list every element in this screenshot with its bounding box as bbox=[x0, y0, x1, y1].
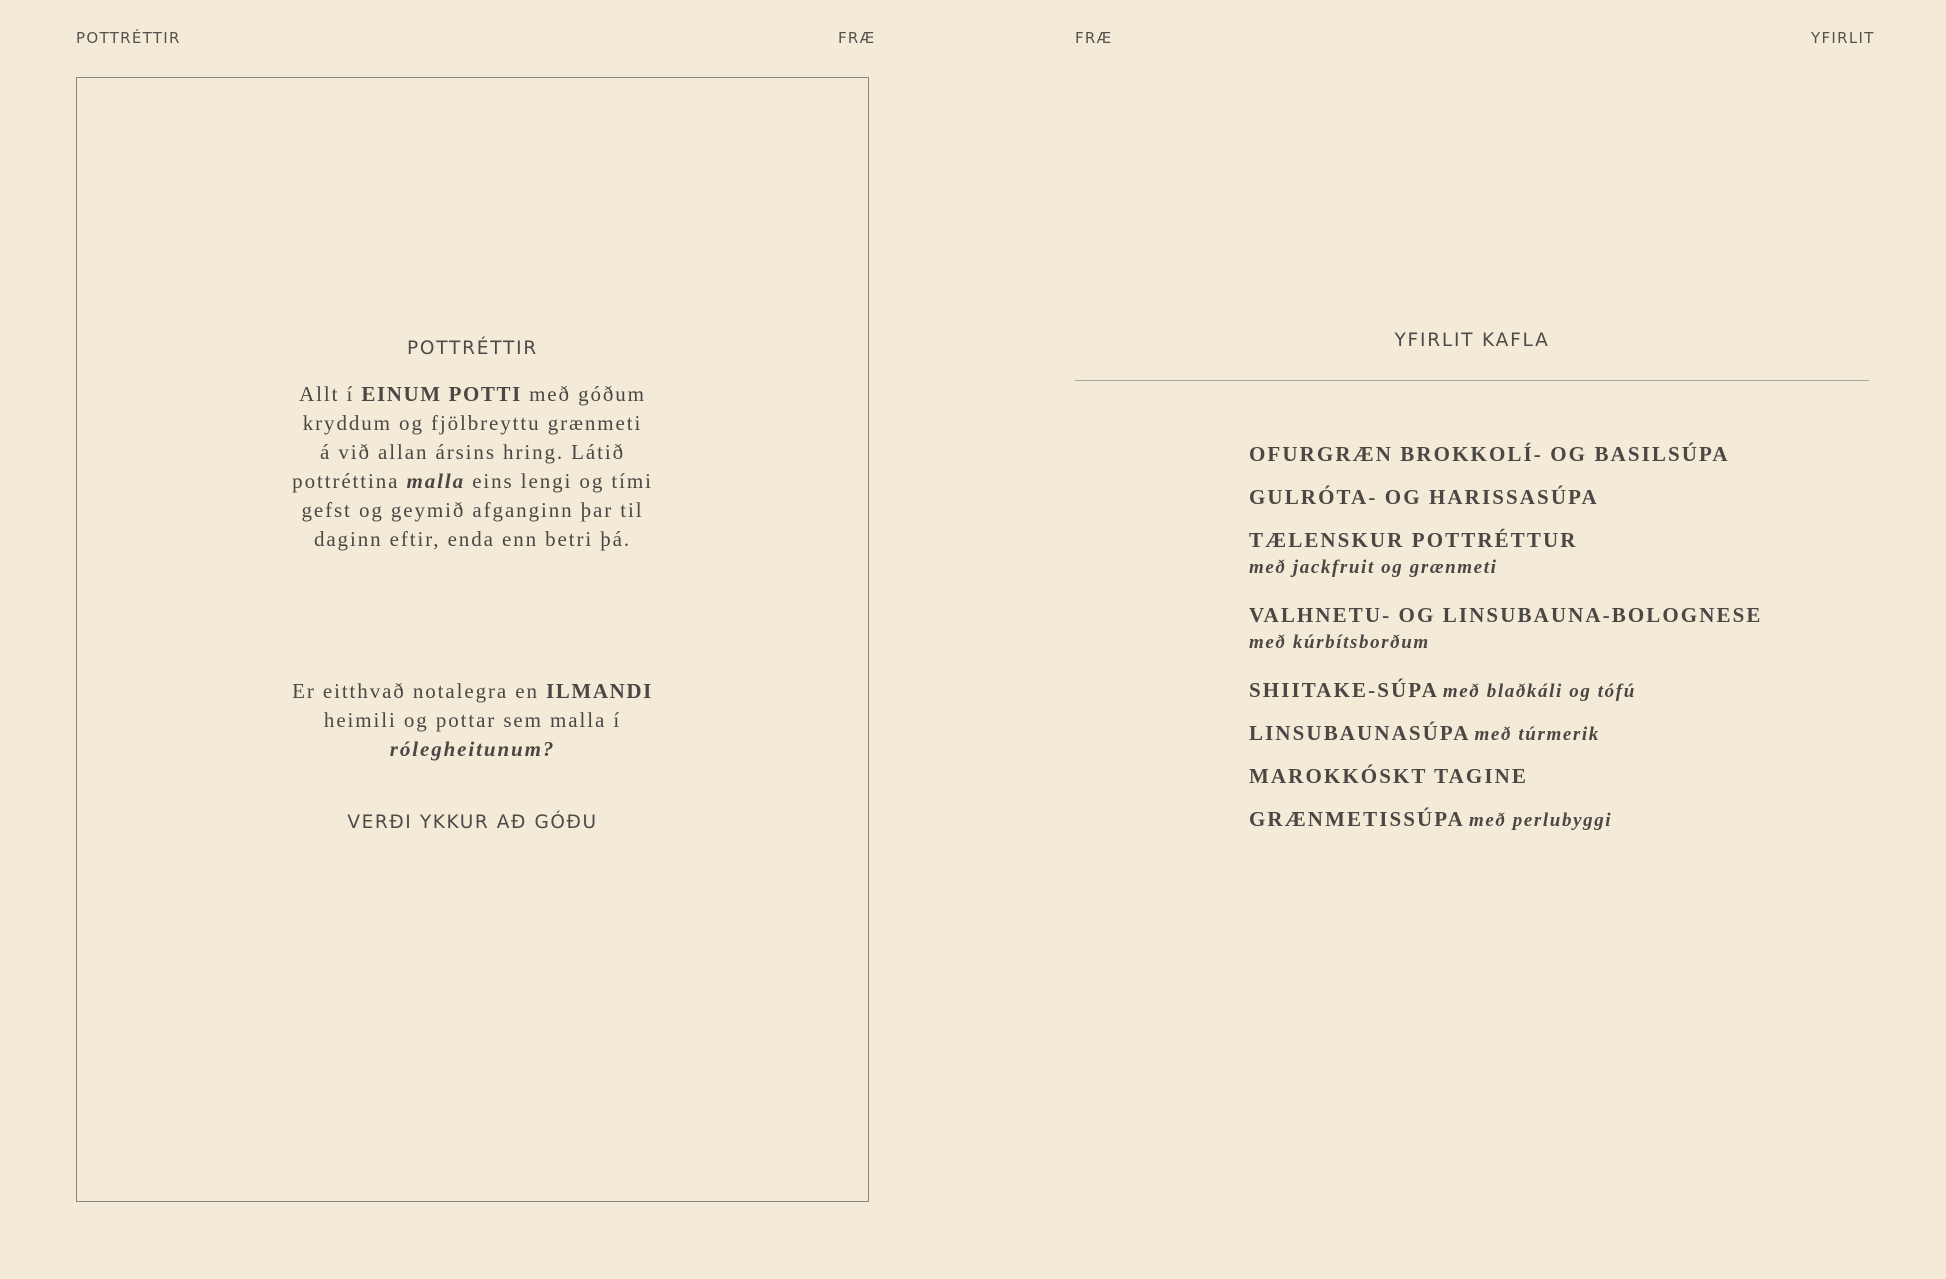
intro-italic: rólegheitunum? bbox=[389, 737, 556, 761]
sign-off: VERÐI YKKUR AÐ GÓÐU bbox=[347, 812, 598, 833]
toc-item[interactable] bbox=[1249, 440, 1730, 468]
toc-item-name: GULRÓTA- OG HARISSASÚPA bbox=[1249, 485, 1599, 509]
toc-item[interactable] bbox=[1249, 719, 1600, 749]
toc-item[interactable] bbox=[1249, 762, 1528, 790]
toc-item[interactable] bbox=[1249, 805, 1612, 835]
running-header-chapter: POTTRÉTTIR bbox=[76, 29, 181, 47]
intro-paragraph-question bbox=[77, 677, 868, 764]
running-header-overview: YFIRLIT bbox=[1811, 29, 1875, 47]
chapter-title: POTTRÉTTIR bbox=[406, 338, 539, 359]
intro-line: heimili og pottar sem malla í bbox=[323, 708, 622, 732]
running-header-left-inner: FRÆ bbox=[838, 29, 876, 47]
intro-line: daginn eftir, enda enn betri þá. bbox=[313, 527, 632, 551]
toc-item-name: TÆLENSKUR POTTRÉTTUR bbox=[1249, 528, 1578, 552]
intro-line bbox=[77, 467, 868, 496]
intro-emphasis: ILMANDI bbox=[546, 679, 653, 703]
intro-line: á við allan ársins hring. Látið bbox=[319, 440, 625, 464]
toc-item-subtitle: með kúrbítsborðum bbox=[1249, 632, 1430, 653]
toc-item[interactable] bbox=[1249, 676, 1636, 706]
intro-italic: malla bbox=[406, 469, 466, 493]
toc-item-name: GRÆNMETISSÚPA bbox=[1249, 807, 1465, 831]
toc-item[interactable] bbox=[1249, 601, 1763, 657]
intro-line bbox=[77, 735, 868, 764]
toc-item-name: VALHNETU- OG LINSUBAUNA-BOLOGNESE bbox=[1249, 603, 1763, 627]
toc-divider bbox=[1075, 380, 1869, 381]
intro-text: Allt í bbox=[299, 382, 362, 406]
intro-line: gefst og geymið afganginn þar til bbox=[301, 498, 644, 522]
toc-item-name: SHIITAKE-SÚPA bbox=[1249, 678, 1439, 702]
toc-item-name: OFURGRÆN BROKKOLÍ- OG BASILSÚPA bbox=[1249, 442, 1730, 466]
intro-line: kryddum og fjölbreyttu grænmeti bbox=[302, 411, 643, 435]
intro-text: pottréttina bbox=[292, 469, 407, 493]
intro-emphasis: EINUM POTTI bbox=[361, 382, 522, 406]
toc-item-subtitle: með jackfruit og grænmeti bbox=[1249, 557, 1498, 578]
intro-text: með góðum bbox=[521, 382, 646, 406]
toc-item-subtitle: með túrmerik bbox=[1474, 724, 1600, 745]
toc-item-name: MAROKKÓSKT TAGINE bbox=[1249, 764, 1528, 788]
running-header-right-inner: FRÆ bbox=[1075, 29, 1113, 47]
toc-item-subtitle: með perlubyggi bbox=[1468, 810, 1613, 831]
toc-item[interactable] bbox=[1249, 483, 1599, 511]
intro-line bbox=[77, 677, 868, 706]
toc-item[interactable] bbox=[1249, 526, 1577, 582]
intro-text: eins lengi og tími bbox=[465, 469, 653, 493]
intro-text: Er eitthvað notalegra en bbox=[292, 679, 547, 703]
intro-paragraph bbox=[77, 380, 868, 554]
intro-line bbox=[77, 380, 868, 409]
chapter-intro-frame bbox=[76, 77, 869, 1202]
toc-title: YFIRLIT KAFLA bbox=[1394, 330, 1550, 351]
toc-item-name: LINSUBAUNASÚPA bbox=[1249, 721, 1471, 745]
toc-item-subtitle: með blaðkáli og tófú bbox=[1442, 681, 1636, 702]
